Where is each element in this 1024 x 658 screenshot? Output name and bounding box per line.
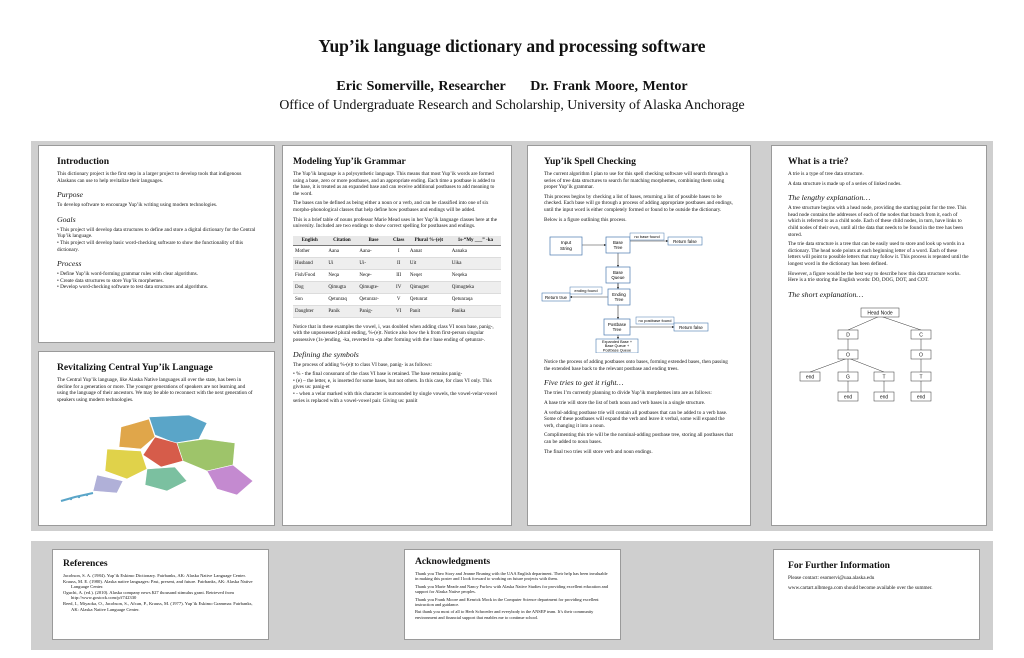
trie-p4: The trie data structure is a tree that can be easily used to store and look up words in a dictionary. The head node points at each beginning letter of a word. Each of these letters will point to possible letters that may follow it. This process is repeated until the longest word in the dictionary has been defined. (788, 241, 969, 267)
trie-node-g: G (846, 374, 850, 381)
trie-node-o1: O (846, 352, 850, 359)
five-tries-title: Five tries to get it right… (544, 378, 624, 388)
cell: Uika (450, 257, 501, 269)
list-item: • Define Yup’ik word-forming grammar rules with clear algorithms. (57, 271, 256, 278)
alaska-language-map (57, 409, 257, 505)
spell-p4: Notice the process of adding postbases onto bases, forming extended bases, then passing the extended base back to the relevant postbase and ending trees. (544, 359, 728, 372)
flow-base-queue-b: Queue (611, 275, 625, 281)
further-website: www.cartart.nlbmega.com should become available over the summer. (788, 584, 933, 591)
flow-base-tree-a: Base (612, 240, 624, 246)
flow-expanded-2: Base Queue + (604, 344, 630, 349)
reference-item: Reed, I., Miyaoka, O., Jacobson, S., Afcan, P., Krauss, M. (1977). Yup’ik Eskimo Grammar. Fairbanks, AK: Alaska Native Language Center. (63, 600, 253, 612)
cell: Ui- (357, 257, 389, 269)
intro-text: This dictionary project is the first step in a larger project to develop tools that indigenous Alaskans can use to help revitalize their languages. (57, 171, 242, 184)
trie-node-end4: end (916, 394, 926, 401)
grammar-title: Modeling Yup’ik Grammar (293, 156, 406, 167)
cell: Neqeka (450, 269, 501, 281)
flow-input-b: String (559, 246, 573, 252)
reference-item: Krauss, M. E. (1980). Alaska native languages: Past, present, and future. Fairbanks, AK: Alaska Native Language Center. (63, 578, 253, 590)
trie-node-d: D (846, 332, 850, 339)
spell-title: Yup’ik Spell Checking (544, 156, 636, 167)
flow-postbase-tree-b: Tree (612, 327, 622, 333)
spell-p2: This process begins by checking a list of bases, returning a list of possible bases to be checked. Each base will go through a process of adding appropriate postbases and endings, until the input word is either completely formed or found to be outside the dictionary. (544, 193, 733, 213)
table-row (293, 293, 501, 305)
ack-item: Thank you Frank Moore and Kenrick Mock in the Computer Science department for providing excellent instruction and guidance. (415, 596, 599, 608)
cell: Ui (326, 257, 357, 269)
list-item: • - when a velar marked with this character is surrounded by single vowels, the vowel-velar-vowel series is replaced with a vowel-vowel pair. Giving us: paniit (293, 391, 501, 404)
intro-panel (38, 145, 275, 343)
cell: Neqet (408, 269, 450, 281)
cell: Aana- (357, 245, 389, 257)
list-item: • Develop word-checking software to test data structures and algorithms. (57, 284, 256, 291)
symbols-title: Defining the symbols (293, 349, 359, 359)
grammar-p3: This is a brief table of nouns professor Marie Mead uses in her Yup’ik language classes here at the university. Included are two endings to show correct spelling for postbases and endings. (293, 216, 498, 230)
flow-expanded-1: Expanded Base + (601, 340, 633, 345)
revitalizing-text: The Central Yup’ik language, like Alaska Native languages all over the state, has been in decline for a generation or more. The younger generations of speakers are not learning and using the language of their ancestors. We may be able to reconnect with the next generation of speakers using modern technologies. (57, 377, 253, 403)
process-title: Process (57, 259, 82, 269)
cell: Aanat (408, 245, 450, 257)
ack-item: Thank you Marie Meade and Nancy Furlow with Alaska Native Studies for providing excellent education and support for Alaska Native peoples. (415, 583, 609, 595)
ack-item: But thank you most of all to Herb Schroeder and everybody in the ANSEP team. It’s their community environment and financial support that enables me to continue school. (415, 609, 594, 620)
further-title: For Further Information (788, 560, 890, 571)
list-item: • This project will develop data structures to define and store a digital dictionary for the Central Yup’ik language. (57, 227, 256, 240)
symbols-list (293, 371, 501, 404)
cell: III (389, 269, 407, 281)
process-list (57, 271, 256, 291)
table-header-row (293, 236, 501, 246)
cell: Panit (408, 305, 450, 317)
list-item: • % - the final consonant of the class VI base is retained. The base remains panig- (293, 371, 501, 378)
cell: Panika (450, 305, 501, 317)
flow-no-postbase: no postbase found (638, 318, 672, 324)
trie-p3: A tree structure begins with a head node, providing the starting point for the tree. This head node contains the addresses of each of the nodes that branch from it, each of which is referred to as a child node. Each of these child nodes, in turn, have links to child nodes of their own, until all the data that needs to be found in the tree has been stored. (788, 205, 967, 238)
col-base: Base (357, 236, 389, 246)
trie-node-end2: end (843, 394, 853, 401)
revitalizing-panel (38, 351, 275, 526)
author-researcher: Eric Somerville, Researcher (336, 79, 506, 94)
further-info-panel (773, 549, 980, 640)
spell-p9: The final two tries will store verb and noun endings. (544, 448, 653, 455)
flow-no-base: no base found (634, 234, 660, 240)
trie-title: What is a trie? (788, 156, 849, 167)
table-row (293, 281, 501, 293)
cell: Qimugtet (408, 281, 450, 293)
cell: Aanaka (450, 245, 501, 257)
short-title: The short explanation… (788, 289, 864, 299)
list-item: • Create data structures to store Yup’ik morphemes. (57, 278, 256, 285)
ack-item: Thank you Theo Story and Jeanne Bruning with the UAA English department. Their help has been invaluable in making this poster and I look forward to working on future projects with them. (415, 571, 608, 582)
cell: Qetunraqa (450, 293, 501, 305)
col-plural: Plural %-(e)t (408, 236, 450, 246)
cell: Panik (326, 305, 357, 317)
goals-title: Goals (57, 214, 76, 224)
flow-ending-tree-a: Ending (612, 292, 626, 298)
list-item: • This project will develop basic word-checking software to show the functionality of this dictionary. (57, 240, 256, 253)
trie-node-end1: end (805, 374, 815, 381)
cell: V (389, 293, 407, 305)
cell: Qetunraq (326, 293, 357, 305)
col-citation: Citation (326, 236, 357, 246)
list-item: • (e) – the letter, e, is inserted for some bases, but not others. In this case, for class VI only. This gives us: panig-et (293, 378, 501, 391)
acknowledgments-title: Acknowledgments (415, 556, 491, 567)
cell: Qimugteka (450, 281, 501, 293)
flow-base-tree-b: Tree (613, 245, 623, 251)
spell-p1: The current algorithm I plan to use for this spell checking software will search through a series of tree data structures to search for matching morphemes, combining them using proper Yup’ik grammar. (544, 171, 728, 191)
trie-panel (771, 145, 987, 526)
flow-ending-tree-b: Tree (614, 297, 624, 303)
flow-postbase-tree-a: Postbase (607, 322, 627, 328)
spell-p3: Below is a figure outlining this process. (544, 216, 627, 223)
spell-p7: A verbal-adding postbase trie will contain all postbases that can be added to a verb base. Some of these postbases will expand the verb and leave it verbal, some will expand the verb, changing it into a noun. (544, 409, 728, 429)
cell: Husband (293, 257, 326, 269)
office-line: Office of Undergraduate Research and Scholarship, University of Alaska Anchorage (279, 97, 745, 112)
purpose-text: To develop software to encourage Yup’ik writing using modern technologies. (57, 202, 218, 209)
author-mentor: Dr. Frank Moore, Mentor (530, 79, 688, 94)
spell-p5: The tries I’m currently planning to divide Yup’ik morphemes into are as follows: (544, 390, 712, 397)
noun-table (293, 236, 501, 318)
revitalizing-title: Revitalizing Central Yup’ik Language (57, 362, 213, 373)
cell: Neqe- (357, 269, 389, 281)
trie-node-end3: end (879, 394, 889, 401)
symbols-intro: The process of adding %-(e)t to class VI base, panig- is as follows: (293, 361, 432, 368)
cell: Son (293, 293, 326, 305)
grammar-panel (282, 145, 512, 526)
cell: Daughter (293, 305, 326, 317)
trie-node-o2: O (919, 352, 923, 359)
cell: Neqa (326, 269, 357, 281)
trie-p2: A data structure is made up of a series of linked nodes. (788, 180, 902, 187)
acknowledgments-panel (404, 549, 621, 640)
spell-panel (527, 145, 751, 526)
flow-ending-found: ending found (574, 288, 598, 294)
flow-return-true: Return true (545, 295, 567, 301)
cell: II (389, 257, 407, 269)
reference-item: Jacobson, S. A. (1984). Yup’ik Eskimo Dictionary. Fairbanks, AK: Alaska Native Language Center. (63, 573, 246, 578)
flow-return-false-2: Return false (679, 325, 703, 331)
references-panel (52, 549, 269, 640)
spell-check-flowchart (540, 227, 740, 353)
cell: Fish/Food (293, 269, 326, 281)
cell: Qimugta (326, 281, 357, 293)
cell: Qetunrar- (357, 293, 389, 305)
cell: IV (389, 281, 407, 293)
reference-item: Oguchi, A. (ed.). (2010). Alaska company news $27 thousand stimulus grant. Retrieved from http://www.gostock.com/p/f742330 (63, 589, 234, 601)
grammar-p1: The Yup’ik language is a polysynthetic language. This means that most Yup’ik words are formed using a base, zero or more postbases, and an appropriate ending. Each time a postbase is added to the base, it is treated as an expanded base and can receive additional postbases to add meaning to the word. (293, 171, 496, 197)
poster-title: Yup’ik language dictionary and processing software (318, 36, 706, 56)
intro-title: Introduction (57, 156, 110, 167)
grammar-p4: Notice that in these examples the vowel, i, was doubled when adding class VI noun base, panig-, with the unpossessed plural ending, %-(e)t. Notice also how the k from first-person singular possessive (1s-)ending, -ka, reverted to -qa after forming with the r base ending of qetunrar-. (293, 323, 494, 343)
trie-node-t2: T (919, 374, 923, 381)
flow-input-a: Input (560, 240, 572, 246)
references-title: References (63, 558, 108, 569)
cell: Panig- (357, 305, 389, 317)
trie-head-node: Head Node (867, 310, 893, 317)
cell: Uit (408, 257, 450, 269)
table-row (293, 245, 501, 257)
cell: Mother (293, 245, 326, 257)
purpose-title: Purpose (57, 190, 83, 200)
trie-diagram (788, 302, 972, 412)
cell: Qetunrat (408, 293, 450, 305)
spell-p6: A base trie will store the list of both noun and verb bases in a single structure. (544, 399, 706, 406)
authors-line (0, 79, 1024, 95)
flow-return-false-1: Return false (673, 239, 697, 245)
spell-p8: Complimenting this trie will be the nominal-adding postbase tree, storing all postbases that can be added to noun bases. (544, 432, 733, 445)
trie-node-t1: T (882, 374, 886, 381)
table-row (293, 269, 501, 281)
grammar-p2: The bases can be defined as being either a noun or a verb, and can be classified into one of six morpho-phonological classes that help define how postbases and endings will be added. (293, 200, 489, 213)
flow-base-queue-a: Base (612, 270, 624, 276)
col-class: Class (389, 236, 407, 246)
cell: Dog (293, 281, 326, 293)
table-row (293, 305, 501, 317)
further-contact: Please contact: esomervi@uaa.alaska.edu (788, 575, 875, 581)
lengthy-title: The lengthy explanation… (788, 193, 871, 203)
goals-list (57, 227, 256, 253)
trie-p5: However, a figure would be the best way to describe how this data structure works. Here is a trie storing the English words: DO, DOG, DOT, and COT. (788, 270, 961, 284)
cell: VI (389, 305, 407, 317)
cell: Qimugte- (357, 281, 389, 293)
trie-node-c: C (919, 332, 923, 339)
trie-p1: A trie is a type of tree data structure. (788, 171, 864, 177)
col-english: English (293, 236, 326, 246)
cell: I (389, 245, 407, 257)
col-possessive: 1s-“My ___” -ka (450, 236, 501, 246)
table-row (293, 257, 501, 269)
flow-expanded-3: Postbase Queue (602, 348, 632, 353)
cell: Aana (326, 245, 357, 257)
